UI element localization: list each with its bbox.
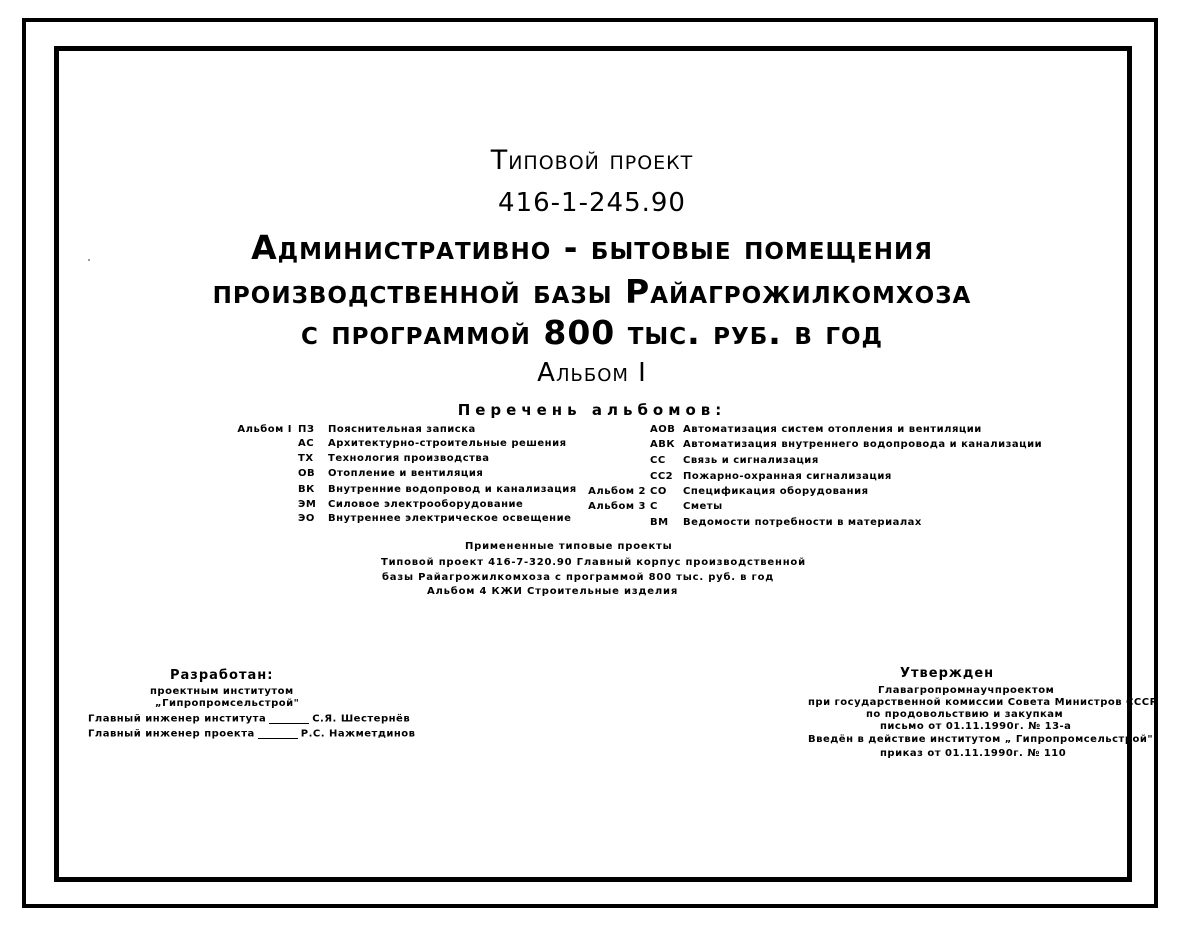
signature-mark	[269, 713, 309, 724]
list-item-code: СО	[650, 486, 667, 497]
list-item-name: Технология производства	[328, 453, 490, 464]
list-item-code: ПЗ	[298, 424, 315, 435]
list-item-name: Силовое электрооборудование	[328, 499, 524, 510]
list-item-name: Автоматизация систем отопления и вентиляции	[683, 424, 982, 435]
applied-projects-line-3: Альбом 4 КЖИ Строительные изделия	[427, 586, 679, 597]
list-item-name: Внутреннее электрическое освещение	[328, 513, 572, 524]
list-item-code: СС	[650, 455, 666, 466]
title-line-2: производственной базы Райагрожилкомхоза	[212, 272, 972, 311]
list-item-name: Внутренние водопровод и канализация	[328, 484, 577, 495]
chief-engineer-project-label: Главный инженер проекта	[88, 728, 255, 740]
approved-line-1: Главагропромнаучпроектом	[878, 685, 1055, 696]
list-item-code: АС	[298, 438, 315, 449]
list-item-code: ЭО	[298, 513, 315, 524]
list-item-code: ОВ	[298, 468, 316, 479]
list-item-name: Архитектурно-строительные решения	[328, 438, 567, 449]
developed-title: Разработан:	[170, 668, 274, 683]
approved-title: Утвержден	[900, 666, 995, 681]
developed-line-2: „Гипропромсельстрой"	[155, 698, 300, 709]
list-item-code: АОВ	[650, 424, 676, 435]
list-item-code: АВК	[650, 439, 676, 450]
list-item-code: ВК	[298, 484, 315, 495]
list-item-name: Спецификация оборудования	[683, 486, 869, 497]
list-item-name: Связь и сигнализация	[683, 455, 819, 466]
list-item-name: Пожарно-охранная сигнализация	[683, 471, 892, 482]
list-item-album: Альбом I	[237, 424, 292, 435]
approved-line-4: письмо от 01.11.1990г. № 13-а	[880, 721, 1072, 732]
list-item-name: Автоматизация внутреннего водопровода и канализации	[683, 439, 1043, 450]
album-label: Альбом I	[537, 358, 647, 388]
applied-projects-line-1: Типовой проект 416-7-320.90 Главный корпус производственной	[381, 557, 806, 568]
title-line-1: Административно - бытовые помещения	[251, 228, 933, 267]
chief-engineer-project	[88, 728, 416, 740]
approved-line-3: по продовольствию и закупкам	[866, 709, 1064, 720]
list-item-album: Альбом 3	[588, 501, 646, 512]
albums-list-title: Перечень альбомов:	[457, 401, 727, 419]
list-item-name: Сметы	[683, 501, 723, 512]
list-item-code: СС2	[650, 471, 674, 482]
list-item-code: С	[650, 501, 658, 512]
signature-mark	[258, 728, 298, 739]
list-item-name: Отопление и вентиляция	[328, 468, 484, 479]
list-item-code: ЭМ	[298, 499, 317, 510]
project-number: 416-1-245.90	[498, 188, 686, 218]
project-type-label: Типовой проект	[490, 145, 694, 176]
applied-projects-line-2: базы Райагрожилкомхоза с программой 800 тыс. руб. в год	[382, 572, 775, 583]
approved-line-2: при государственной комиссии Совета Министров СССР	[808, 697, 1158, 708]
chief-engineer-institute	[88, 713, 410, 725]
list-item-name: Пояснительная записка	[328, 424, 476, 435]
chief-engineer-project-name: Р.С. Нажметдинов	[300, 728, 416, 740]
list-item-code: ТХ	[298, 453, 314, 464]
list-item-name: Ведомости потребности в материалах	[683, 517, 922, 528]
list-item-code: ВМ	[650, 517, 669, 528]
title-line-3: с программой 800 тыс. руб. в год	[300, 313, 884, 352]
chief-engineer-institute-label: Главный инженер института	[88, 713, 267, 725]
developed-line-1: проектным институтом	[150, 686, 294, 697]
approved-line-5: Введён в действие институтом „ Гипропромсельстрой"	[808, 734, 1154, 745]
list-item-album: Альбом 2	[588, 486, 646, 497]
approved-line-6: приказ от 01.11.1990г. № 110	[880, 748, 1067, 759]
applied-projects-title: Примененные типовые проекты	[465, 541, 673, 552]
chief-engineer-institute-name: С.Я. Шестернёв	[312, 713, 411, 725]
